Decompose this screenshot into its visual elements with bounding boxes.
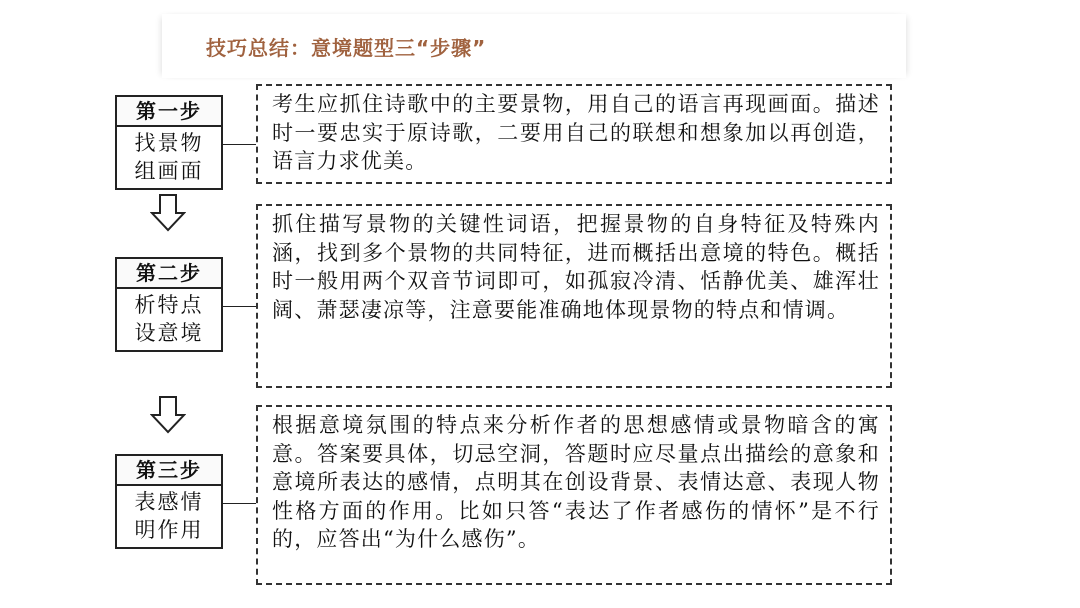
step-1-title-line1: 找景物 <box>134 131 204 155</box>
step-2-label: 第二步 <box>117 259 221 289</box>
step-1-title <box>117 127 221 188</box>
step-3-description-box <box>256 405 892 585</box>
step-2-title <box>117 289 221 350</box>
step-2-title-line1: 析特点 <box>134 293 204 317</box>
step-1-title-line2: 组画面 <box>134 159 204 183</box>
step-3-title <box>117 486 221 547</box>
step-1-description-box <box>256 84 892 184</box>
step-1-description: 考生应抓住诗歌中的主要景物，用自己的语言再现画面。描述时一要忠实于原诗歌，二要用自己的联想和想象加以再创造，语言力求优美。 <box>272 92 880 173</box>
step-2-connector <box>221 306 256 307</box>
step-1-connector <box>221 144 256 145</box>
step-3-title-line2: 明作用 <box>134 518 204 542</box>
step-1-label: 第一步 <box>117 97 221 127</box>
step-3-title-line1: 表感情 <box>134 490 204 514</box>
step-3-description: 根据意境氛围的特点来分析作者的思想感情或景物暗含的寓意。答案要具体，切忌空洞，答题时应尽量点出描绘的意象和意境所表达的感情，点明其在创设背景、表情达意、表现人物性格方面的作用。比如只答“表达了作者感伤的情怀”是不行的，应答出“为什么感伤”。 <box>272 413 880 551</box>
step-2-card <box>115 257 223 352</box>
down-arrow-icon <box>150 396 186 434</box>
step-3-label: 第三步 <box>117 456 221 486</box>
step-3-connector <box>221 503 256 504</box>
page-title: 技巧总结：意境题型三“步骤” <box>206 36 487 60</box>
step-2-description-box <box>256 204 892 388</box>
step-2-title-line2: 设意境 <box>134 321 204 345</box>
title-bar <box>162 14 906 78</box>
down-arrow-icon <box>150 194 186 232</box>
step-3-card <box>115 454 223 549</box>
step-2-description: 抓住描写景物的关键性词语，把握景物的自身特征及特殊内涵，找到多个景物的共同特征，进而概括出意境的特色。概括时一般用两个双音节词即可，如孤寂冷清、恬静优美、雄浑壮阔、萧瑟凄凉等，注意要能准确地体现景物的特点和情调。 <box>272 212 880 322</box>
step-1-card <box>115 95 223 190</box>
